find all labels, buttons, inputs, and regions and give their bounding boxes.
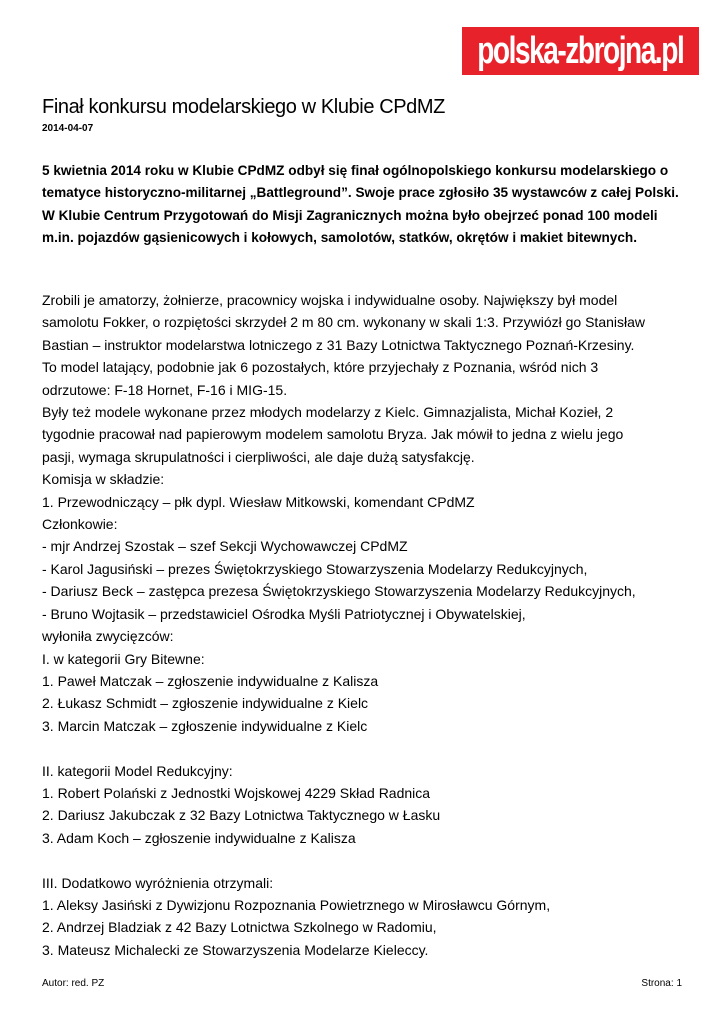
body-line: 3. Adam Koch – zgłoszenie indywidualne z Kalisza	[42, 829, 356, 846]
lead-line: m.in. pojazdów gąsienicowych i kołowych, samolotów, statków, okrętów i makiet bitewnych.	[42, 230, 637, 246]
footer-page-label: Strona:	[641, 978, 674, 989]
body-line: - Bruno Wojtasik – przedstawiciel Ośrodka Myśli Patriotycznej i Obywatelskiej,	[42, 605, 526, 622]
body-line: pasji, wymaga skrupulatności i cierpliwości, ale daje dużą satysfakcję.	[42, 448, 475, 465]
body-line: tygodnie pracował nad papierowym modelem samolotu Bryza. Jak mówił to jedna z wielu jego	[42, 426, 624, 443]
body-line: 3. Mateusz Michalecki ze Stowarzyszenia Modelarze Kieleccy.	[42, 941, 429, 958]
body-line: 2. Łukasz Schmidt – zgłoszenie indywidualne z Kielc	[42, 695, 369, 712]
article-lead	[42, 160, 692, 250]
footer-page	[641, 978, 682, 989]
body-line: wyłoniła zwycięzców:	[42, 628, 174, 645]
body-line	[42, 737, 692, 759]
body-line: III. Dodatkowo wyróżnienia otrzymali:	[42, 874, 274, 891]
body-line: odrzutowe: F-18 Hornet, F-16 i MIG-15.	[42, 381, 288, 398]
body-line: 1. Robert Polański z Jednostki Wojskowej 4229 Skład Radnica	[42, 784, 431, 801]
body-line: samolotu Fokker, o rozpiętości skrzydeł 2 m 80 cm. wykonany w skali 1:3. Przywiózł go Stanisław	[42, 314, 646, 331]
body-line: 2. Andrzej Bladziak z 42 Bazy Lotnictwa Szkolnego w Radomiu,	[42, 919, 437, 936]
body-line: 3. Marcin Matczak – zgłoszenie indywidualne z Kielc	[42, 717, 368, 734]
body-line: 1. Paweł Matczak – zgłoszenie indywidualne z Kalisza	[42, 672, 379, 689]
body-line: 1. Przewodniczący – płk dypl. Wiesław Mitkowski, komendant CPdMZ	[42, 493, 475, 510]
body-line: - mjr Andrzej Szostak – szef Sekcji Wychowawczej CPdMZ	[42, 538, 408, 555]
site-logo-text: polska-zbrojna.pl	[477, 30, 684, 72]
lead-line: 5 kwietnia 2014 roku w Klubie CPdMZ odbył się finał ogólnopolskiego konkursu modelarskiego o	[42, 163, 669, 178]
lead-line: W Klubie Centrum Przygotowań do Misji Zagranicznych można było obejrzeć ponad 100 modeli	[42, 207, 658, 223]
footer-author: Autor: red. PZ	[42, 978, 105, 989]
body-line: To model latający, podobnie jak 6 pozostałych, które przyjechały z Poznania, wśród nich 3	[42, 359, 599, 376]
article-title: Finał konkursu modelarskiego w Klubie CPdMZ	[42, 96, 445, 118]
footer-page-number: 1	[676, 978, 682, 989]
body-line: 1. Aleksy Jasiński z Dywizjonu Rozpoznania Powietrznego w Mirosławcu Górnym,	[42, 896, 551, 913]
body-line: Komisja w składzie:	[42, 471, 165, 488]
body-line: Zrobili je amatorzy, żołnierze, pracownicy wojska i indywidualne osoby. Największy był model	[42, 292, 618, 308]
body-line: Bastian – instruktor modelarstwa lotniczego z 31 Bazy Lotnictwa Taktycznego Poznań-Krzesiny.	[42, 336, 635, 353]
body-line: II. kategorii Model Redukcyjny:	[42, 762, 233, 779]
body-line: - Karol Jagusiński – prezes Świętokrzyskiego Stowarzyszenia Modelarzy Redukcyjnych,	[42, 560, 588, 577]
site-logo	[462, 27, 699, 75]
body-line: - Dariusz Beck – zastępca prezesa Świętokrzyskiego Stowarzyszenia Modelarzy Redukcyjnych,	[42, 583, 636, 600]
body-line: 2. Dariusz Jakubczak z 32 Bazy Lotnictwa Taktycznego w Łasku	[42, 807, 441, 824]
body-line: I. w kategorii Gry Bitewne:	[42, 650, 205, 667]
lead-line: tematyce historyczno-militarnej „Battleground”. Swoje prace zgłosiło 35 wystawców z całej Polski.	[42, 185, 679, 201]
article-date: 2014-04-07	[42, 123, 94, 134]
article-body	[42, 289, 692, 961]
body-line	[42, 849, 692, 871]
body-line: Członkowie:	[42, 516, 118, 533]
body-line: Były też modele wykonane przez młodych modelarzy z Kielc. Gimnazjalista, Michał Kozieł, 2	[42, 404, 614, 421]
